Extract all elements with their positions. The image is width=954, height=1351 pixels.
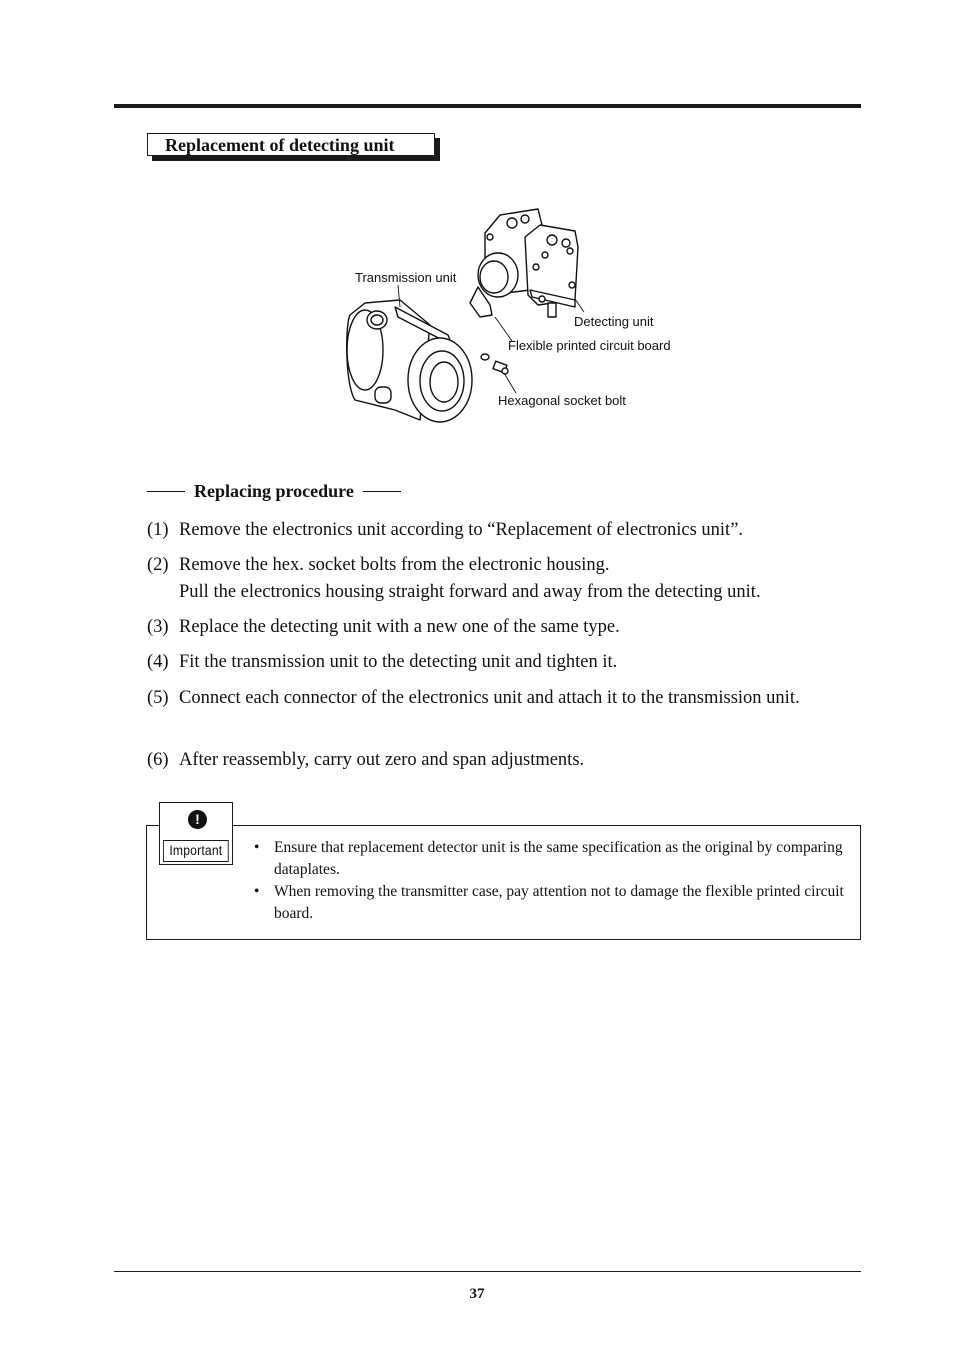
bullet-glyph: • <box>254 883 260 900</box>
step-3 <box>147 614 856 641</box>
procedure-heading-text: Replacing procedure <box>194 481 354 501</box>
heading-dash-right <box>363 491 401 492</box>
important-notes-list <box>254 837 846 925</box>
important-label: Important <box>163 840 229 862</box>
step-text: Remove the electronics unit according to “Replacement of electronics unit”. <box>179 520 744 540</box>
important-badge <box>159 802 233 865</box>
step-6 <box>147 747 856 774</box>
section-title: Replacement of detecting unit <box>147 133 435 156</box>
step-number: (3) <box>147 617 169 637</box>
step-1 <box>147 517 856 544</box>
bullet-glyph: • <box>254 839 260 856</box>
bottom-rule <box>114 1271 861 1272</box>
step-text: Replace the detecting unit with a new one of the same type. <box>179 617 620 637</box>
label-transmission-unit: Transmission unit <box>355 270 457 285</box>
exclamation-icon: ! <box>188 810 207 829</box>
step-5 <box>147 685 856 712</box>
page-number: 37 <box>469 1286 485 1302</box>
step-number: (5) <box>147 688 169 708</box>
step-text: Remove the hex. socket bolts from the electronic housing. <box>179 555 610 575</box>
step-text: Fit the transmission unit to the detecting unit and tighten it. <box>179 652 618 672</box>
heading-dash-left <box>147 491 185 492</box>
note-top-border <box>146 825 861 826</box>
label-detecting-unit: Detecting unit <box>574 314 654 329</box>
step-number: (6) <box>147 750 169 770</box>
note-text: Ensure that replacement detector unit is the same specification as the original by comparing dataplates. <box>274 839 843 878</box>
step-text: Connect each connector of the electronics unit and attach it to the transmission unit. <box>179 688 800 708</box>
label-flexible-pcb: Flexible printed circuit board <box>508 338 671 353</box>
step-4 <box>147 649 856 676</box>
list-item <box>254 881 846 925</box>
step-text-continued: Pull the electronics housing straight forward and away from the detecting unit. <box>179 582 761 602</box>
step-number: (2) <box>147 555 169 575</box>
step-text: After reassembly, carry out zero and span adjustments. <box>179 750 585 770</box>
transmitter-exploded-figure <box>320 195 720 430</box>
top-rule <box>114 104 861 108</box>
step-2 <box>147 552 856 606</box>
procedure-heading <box>147 481 401 502</box>
label-hex-bolt: Hexagonal socket bolt <box>498 393 626 408</box>
step-number: (1) <box>147 520 169 540</box>
step-number: (4) <box>147 652 169 672</box>
list-item <box>254 837 846 881</box>
note-text: When removing the transmitter case, pay attention not to damage the flexible printed circuit board. <box>274 883 844 922</box>
